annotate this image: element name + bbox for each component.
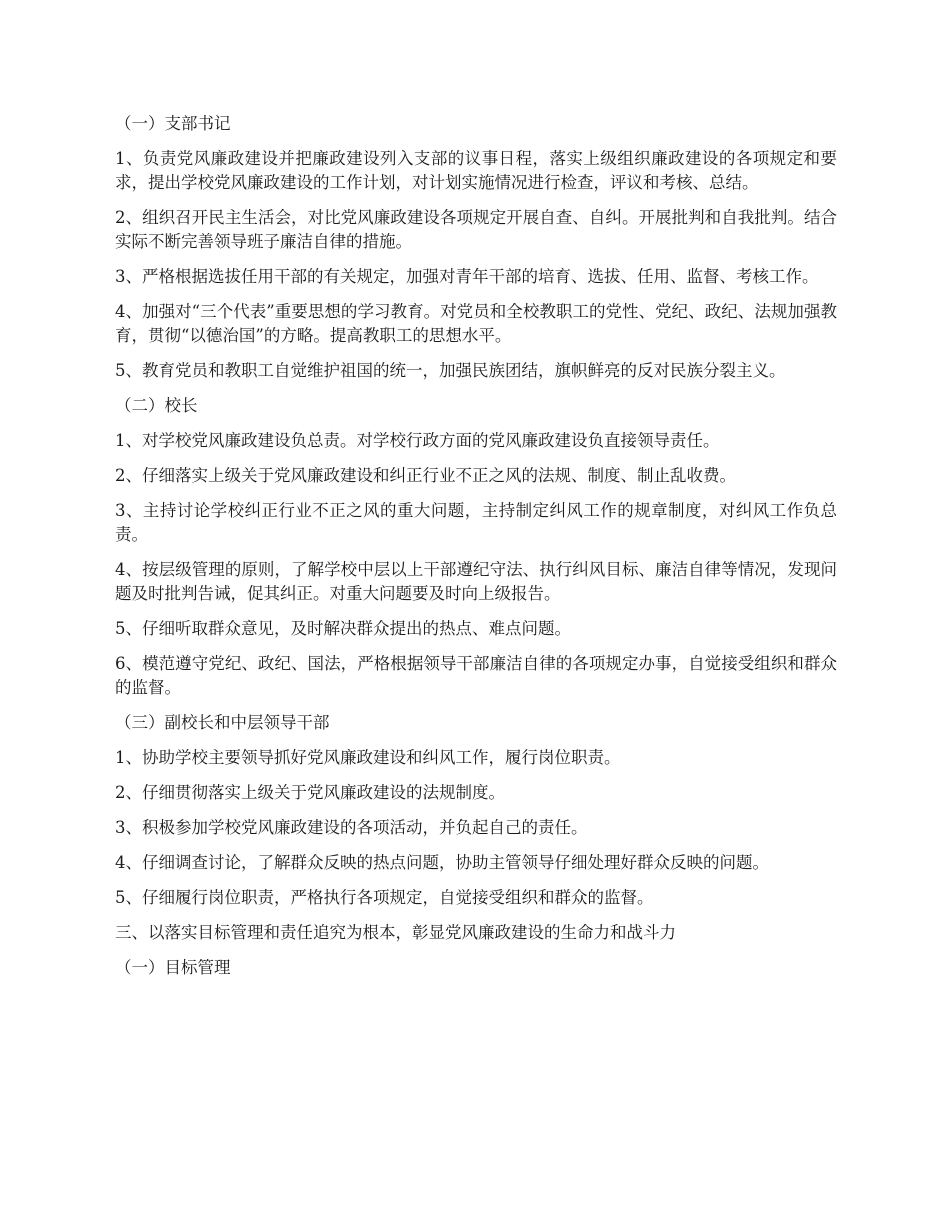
paragraph: 4、按层级管理的原则，了解学校中层以上干部遵纪守法、执行纠风目标、廉洁自律等情况，发现问题及时批判告诫，促其纠正。对重大问题要及时向上级报告。 [115,560,837,603]
paragraph: 6、模范遵守党纪、政纪、国法，严格根据领导干部廉洁自律的各项规定办事，自觉接受组织和群众的监督。 [115,654,837,697]
section-heading-principal: （二）校长 [115,396,198,415]
section-heading-party-secretary: （一）支部书记 [115,114,231,133]
document-body [115,112,837,991]
paragraph: 2、仔细落实上级关于党风廉政建设和纠正行业不正之风的法规、制度、制止乱收费。 [115,466,736,485]
paragraph: 5、教育党员和教职工自觉维护祖国的统一，加强民族团结，旗帜鲜亮的反对民族分裂主义。 [115,361,786,380]
section-heading-vice-principal: （三）副校长和中层领导干部 [115,713,330,732]
paragraph: 5、仔细履行岗位职责，严格执行各项规定，自觉接受组织和群众的监督。 [115,888,654,907]
paragraph: 5、仔细听取群众意见，及时解决群众提出的热点、难点问题。 [115,619,571,638]
section-heading-target-management: （一）目标管理 [115,958,231,977]
paragraph: 2、组织召开民主生活会，对比党风廉政建设各项规定开展自查、自纠。开展批判和自我批判。结合实际不断完善领导班子廉洁自律的措施。 [115,208,837,251]
section-title-part-three: 三、以落实目标管理和责任追究为根本，彰显党风廉政建设的生命力和战斗力 [115,923,676,942]
paragraph: 4、加强对“三个代表”重要思想的学习教育。对党员和全校教职工的党性、党纪、政纪、法规加强教育，贯彻“以德治国”的方略。提高教职工的思想水平。 [115,302,837,345]
paragraph: 4、仔细调查讨论，了解群众反映的热点问题，协助主管领导仔细处理好群众反映的问题。 [115,853,769,872]
paragraph: 3、积极参加学校党风廉政建设的各项活动，并负起自己的责任。 [115,818,588,837]
paragraph: 3、严格根据选拔任用干部的有关规定，加强对青年干部的培育、选拔、任用、监督、考核工作。 [115,267,819,286]
paragraph: 1、协助学校主要领导抓好党风廉政建设和纠风工作，履行岗位职责。 [115,748,621,767]
paragraph: 2、仔细贯彻落实上级关于党风廉政建设的法规制度。 [115,783,505,802]
paragraph: 1、负责党风廉政建设并把廉政建设列入支部的议事日程，落实上级组织廉政建设的各项规定和要求，提出学校党风廉政建设的工作计划，对计划实施情况进行检查，评议和考核、总结。 [115,149,837,192]
paragraph: 1、对学校党风廉政建设负总责。对学校行政方面的党风廉政建设负直接领导责任。 [115,431,720,450]
paragraph: 3、主持讨论学校纠正行业不正之风的重大问题，主持制定纠风工作的规章制度，对纠风工作负总责。 [115,501,837,544]
